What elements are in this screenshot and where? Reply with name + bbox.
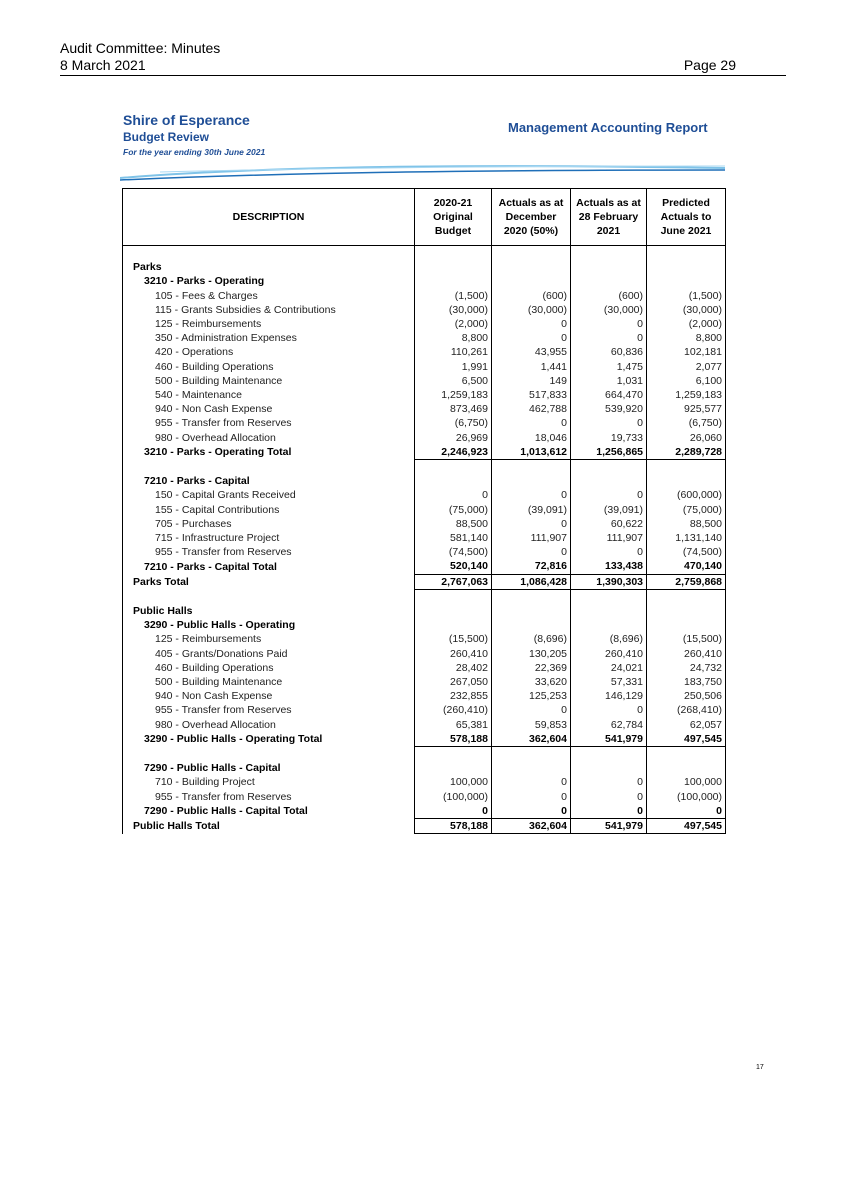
- row-actuals-february: 1,031: [571, 374, 647, 388]
- row-predicted: (2,000): [647, 317, 726, 331]
- row-original-budget: (30,000): [415, 303, 492, 317]
- row-description: 3210 - Parks - Operating: [123, 274, 415, 288]
- row-actuals-december: 0: [492, 331, 571, 345]
- row-actuals-december: (30,000): [492, 303, 571, 317]
- row-actuals-february: (30,000): [571, 303, 647, 317]
- col-original-budget: [415, 189, 492, 246]
- row-actuals-february: 60,622: [571, 517, 647, 531]
- row-predicted: (15,500): [647, 632, 726, 646]
- row-original-budget: [415, 246, 492, 261]
- row-predicted: 497,545: [647, 732, 726, 747]
- table-row: [123, 503, 726, 517]
- table-row: [123, 574, 726, 589]
- row-description: 7210 - Parks - Capital Total: [123, 559, 415, 574]
- table-row: [123, 289, 726, 303]
- col-actuals-february-line2: 28 February: [578, 211, 639, 223]
- row-actuals-december: 130,205: [492, 647, 571, 661]
- row-actuals-february: 0: [571, 545, 647, 559]
- row-actuals-december: 0: [492, 488, 571, 502]
- col-description: DESCRIPTION: [123, 189, 415, 246]
- col-actuals-december: [492, 189, 571, 246]
- row-description: 3210 - Parks - Operating Total: [123, 445, 415, 460]
- table-row: [123, 374, 726, 388]
- row-actuals-february: [571, 274, 647, 288]
- row-actuals-february: 0: [571, 331, 647, 345]
- row-actuals-february: [571, 460, 647, 475]
- row-actuals-february: 1,256,865: [571, 445, 647, 460]
- row-original-budget: 6,500: [415, 374, 492, 388]
- row-actuals-february: 0: [571, 775, 647, 789]
- table-row: [123, 559, 726, 574]
- row-original-budget: [415, 460, 492, 475]
- row-original-budget: 28,402: [415, 661, 492, 675]
- row-original-budget: [415, 618, 492, 632]
- row-predicted: 1,131,140: [647, 531, 726, 545]
- row-description: 500 - Building Maintenance: [123, 374, 415, 388]
- row-actuals-december: 33,620: [492, 675, 571, 689]
- row-predicted: 1,259,183: [647, 388, 726, 402]
- table-row: [123, 531, 726, 545]
- table-row: [123, 388, 726, 402]
- row-actuals-december: (39,091): [492, 503, 571, 517]
- row-original-budget: [415, 474, 492, 488]
- col-predicted-line2: Actuals to: [660, 211, 712, 223]
- table-row: [123, 761, 726, 775]
- row-predicted: [647, 246, 726, 261]
- row-actuals-december: (8,696): [492, 632, 571, 646]
- row-actuals-february: 0: [571, 804, 647, 819]
- row-description: 460 - Building Operations: [123, 360, 415, 374]
- row-actuals-december: [492, 761, 571, 775]
- row-original-budget: [415, 274, 492, 288]
- row-predicted: 260,410: [647, 647, 726, 661]
- row-predicted: 470,140: [647, 559, 726, 574]
- row-original-budget: 110,261: [415, 345, 492, 359]
- row-actuals-december: 517,833: [492, 388, 571, 402]
- table-row: [123, 732, 726, 747]
- row-actuals-december: 0: [492, 416, 571, 430]
- row-description: 7290 - Public Halls - Capital Total: [123, 804, 415, 819]
- row-description: 955 - Transfer from Reserves: [123, 790, 415, 804]
- table-row: [123, 661, 726, 675]
- row-description: 105 - Fees & Charges: [123, 289, 415, 303]
- row-predicted: [647, 618, 726, 632]
- col-actuals-december-line2: December: [505, 211, 557, 223]
- report-subtitle: Budget Review: [123, 130, 210, 144]
- table-row: [123, 345, 726, 359]
- row-actuals-december: 0: [492, 804, 571, 819]
- row-actuals-december: 111,907: [492, 531, 571, 545]
- row-actuals-december: [492, 260, 571, 274]
- row-predicted: 100,000: [647, 775, 726, 789]
- table-row: [123, 647, 726, 661]
- row-predicted: 6,100: [647, 374, 726, 388]
- row-actuals-february: 541,979: [571, 732, 647, 747]
- col-predicted-line3: June 2021: [660, 225, 712, 237]
- table-row: [123, 431, 726, 445]
- row-actuals-december: 149: [492, 374, 571, 388]
- row-description: 460 - Building Operations: [123, 661, 415, 675]
- row-original-budget: (6,750): [415, 416, 492, 430]
- row-actuals-february: 0: [571, 488, 647, 502]
- row-description: 350 - Administration Expenses: [123, 331, 415, 345]
- row-original-budget: 873,469: [415, 402, 492, 416]
- row-actuals-february: 1,475: [571, 360, 647, 374]
- row-predicted: [647, 761, 726, 775]
- row-original-budget: [415, 589, 492, 604]
- row-predicted: (1,500): [647, 289, 726, 303]
- row-actuals-february: [571, 761, 647, 775]
- table-row: [123, 790, 726, 804]
- row-original-budget: (74,500): [415, 545, 492, 559]
- row-original-budget: 2,767,063: [415, 574, 492, 589]
- row-predicted: (6,750): [647, 416, 726, 430]
- table-row: [123, 317, 726, 331]
- row-predicted: (75,000): [647, 503, 726, 517]
- table-row: [123, 331, 726, 345]
- row-actuals-february: 60,836: [571, 345, 647, 359]
- table-row: [123, 675, 726, 689]
- row-predicted: [647, 474, 726, 488]
- report-branding: [123, 112, 265, 158]
- row-predicted: 26,060: [647, 431, 726, 445]
- row-actuals-february: 0: [571, 703, 647, 717]
- row-description: [123, 460, 415, 475]
- row-actuals-december: 125,253: [492, 689, 571, 703]
- table-header-row: [123, 189, 726, 246]
- row-actuals-december: 59,853: [492, 718, 571, 732]
- row-actuals-december: 43,955: [492, 345, 571, 359]
- row-actuals-december: 362,604: [492, 732, 571, 747]
- row-description: 715 - Infrastructure Project: [123, 531, 415, 545]
- row-actuals-december: 0: [492, 317, 571, 331]
- row-description: 155 - Capital Contributions: [123, 503, 415, 517]
- row-description: 940 - Non Cash Expense: [123, 689, 415, 703]
- table-row: [123, 618, 726, 632]
- row-actuals-february: 664,470: [571, 388, 647, 402]
- footer-page-number: 17: [756, 1064, 764, 1071]
- header-divider: [60, 75, 786, 76]
- row-actuals-december: [492, 474, 571, 488]
- committee-title: Audit Committee: Minutes: [60, 40, 221, 56]
- row-original-budget: 8,800: [415, 331, 492, 345]
- row-actuals-december: 1,441: [492, 360, 571, 374]
- table-row: [123, 416, 726, 430]
- row-description: 710 - Building Project: [123, 775, 415, 789]
- row-description: 125 - Reimbursements: [123, 317, 415, 331]
- table-row: [123, 819, 726, 834]
- row-predicted: (268,410): [647, 703, 726, 717]
- row-original-budget: 26,969: [415, 431, 492, 445]
- row-actuals-december: [492, 618, 571, 632]
- row-actuals-february: 541,979: [571, 819, 647, 834]
- row-original-budget: 1,259,183: [415, 388, 492, 402]
- row-predicted: (100,000): [647, 790, 726, 804]
- col-predicted: [647, 189, 726, 246]
- row-actuals-december: [492, 246, 571, 261]
- row-predicted: 0: [647, 804, 726, 819]
- row-original-budget: (2,000): [415, 317, 492, 331]
- row-actuals-february: 146,129: [571, 689, 647, 703]
- row-predicted: [647, 260, 726, 274]
- row-predicted: [647, 604, 726, 618]
- row-predicted: [647, 460, 726, 475]
- row-predicted: 62,057: [647, 718, 726, 732]
- table-row: [123, 402, 726, 416]
- row-actuals-december: [492, 604, 571, 618]
- row-original-budget: 581,140: [415, 531, 492, 545]
- row-predicted: 2,759,868: [647, 574, 726, 589]
- row-original-budget: 260,410: [415, 647, 492, 661]
- table-row: [123, 775, 726, 789]
- row-original-budget: [415, 761, 492, 775]
- row-actuals-february: 24,021: [571, 661, 647, 675]
- row-actuals-february: [571, 618, 647, 632]
- row-original-budget: (100,000): [415, 790, 492, 804]
- row-actuals-december: 0: [492, 517, 571, 531]
- row-predicted: 497,545: [647, 819, 726, 834]
- row-description: 125 - Reimbursements: [123, 632, 415, 646]
- row-original-budget: (260,410): [415, 703, 492, 717]
- col-original-budget-line2: Original: [433, 211, 473, 223]
- row-actuals-february: (39,091): [571, 503, 647, 517]
- row-original-budget: (75,000): [415, 503, 492, 517]
- row-predicted: 925,577: [647, 402, 726, 416]
- col-actuals-february-line3: 2021: [596, 225, 621, 237]
- table-row: [123, 360, 726, 374]
- row-predicted: (30,000): [647, 303, 726, 317]
- row-predicted: [647, 589, 726, 604]
- row-original-budget: 65,381: [415, 718, 492, 732]
- row-description: [123, 747, 415, 762]
- row-actuals-february: 19,733: [571, 431, 647, 445]
- col-original-budget-line1: 2020-21: [433, 197, 473, 209]
- row-description: 955 - Transfer from Reserves: [123, 545, 415, 559]
- row-actuals-february: [571, 260, 647, 274]
- row-predicted: 88,500: [647, 517, 726, 531]
- row-actuals-december: 72,816: [492, 559, 571, 574]
- row-actuals-february: [571, 246, 647, 261]
- row-original-budget: 232,855: [415, 689, 492, 703]
- row-description: [123, 246, 415, 261]
- row-description: Public Halls: [123, 604, 415, 618]
- row-actuals-february: 57,331: [571, 675, 647, 689]
- row-original-budget: [415, 604, 492, 618]
- row-actuals-february: [571, 474, 647, 488]
- row-actuals-december: [492, 747, 571, 762]
- row-actuals-february: [571, 589, 647, 604]
- row-actuals-december: 362,604: [492, 819, 571, 834]
- row-description: 405 - Grants/Donations Paid: [123, 647, 415, 661]
- spacer-row: [123, 460, 726, 475]
- row-original-budget: 578,188: [415, 732, 492, 747]
- row-description: 3290 - Public Halls - Operating: [123, 618, 415, 632]
- row-actuals-december: [492, 589, 571, 604]
- row-actuals-december: 0: [492, 703, 571, 717]
- table-row: [123, 517, 726, 531]
- table-row: [123, 804, 726, 819]
- row-predicted: (74,500): [647, 545, 726, 559]
- report-title: Management Accounting Report: [508, 120, 708, 135]
- row-actuals-february: 1,390,303: [571, 574, 647, 589]
- row-description: 955 - Transfer from Reserves: [123, 703, 415, 717]
- row-actuals-february: 0: [571, 317, 647, 331]
- row-original-budget: 1,991: [415, 360, 492, 374]
- row-predicted: [647, 747, 726, 762]
- row-actuals-february: 0: [571, 416, 647, 430]
- row-description: 980 - Overhead Allocation: [123, 431, 415, 445]
- row-actuals-december: 18,046: [492, 431, 571, 445]
- row-original-budget: 0: [415, 488, 492, 502]
- col-original-budget-line3: Budget: [434, 225, 472, 237]
- row-actuals-december: 1,086,428: [492, 574, 571, 589]
- row-description: 540 - Maintenance: [123, 388, 415, 402]
- row-original-budget: (15,500): [415, 632, 492, 646]
- row-description: 980 - Overhead Allocation: [123, 718, 415, 732]
- row-original-budget: 520,140: [415, 559, 492, 574]
- row-actuals-december: 462,788: [492, 402, 571, 416]
- row-actuals-december: 0: [492, 775, 571, 789]
- row-description: Parks: [123, 260, 415, 274]
- row-original-budget: [415, 260, 492, 274]
- swoosh-decoration: [120, 160, 728, 182]
- col-actuals-december-line3: 2020 (50%): [503, 225, 559, 237]
- row-predicted: 183,750: [647, 675, 726, 689]
- row-description: 955 - Transfer from Reserves: [123, 416, 415, 430]
- row-original-budget: (1,500): [415, 289, 492, 303]
- row-actuals-february: 539,920: [571, 402, 647, 416]
- table-row: [123, 545, 726, 559]
- row-description: [123, 589, 415, 604]
- row-predicted: 2,077: [647, 360, 726, 374]
- spacer-row: [123, 246, 726, 261]
- row-original-budget: 578,188: [415, 819, 492, 834]
- row-description: 705 - Purchases: [123, 517, 415, 531]
- row-predicted: (600,000): [647, 488, 726, 502]
- table-row: [123, 689, 726, 703]
- col-predicted-line1: Predicted: [662, 197, 710, 209]
- meeting-date: 8 March 2021: [60, 57, 146, 73]
- row-actuals-december: 0: [492, 545, 571, 559]
- row-description: Public Halls Total: [123, 819, 415, 834]
- row-description: 420 - Operations: [123, 345, 415, 359]
- table-row: [123, 303, 726, 317]
- row-actuals-february: 0: [571, 790, 647, 804]
- row-actuals-february: 111,907: [571, 531, 647, 545]
- table-row: [123, 632, 726, 646]
- row-original-budget: 2,246,923: [415, 445, 492, 460]
- table-row: [123, 445, 726, 460]
- row-description: 3290 - Public Halls - Operating Total: [123, 732, 415, 747]
- row-original-budget: 100,000: [415, 775, 492, 789]
- budget-review-table: [122, 188, 725, 834]
- row-original-budget: 88,500: [415, 517, 492, 531]
- row-original-budget: 0: [415, 804, 492, 819]
- row-predicted: [647, 274, 726, 288]
- table-row: [123, 260, 726, 274]
- spacer-row: [123, 747, 726, 762]
- report-period: For the year ending 30th June 2021: [123, 147, 266, 157]
- table-row: [123, 718, 726, 732]
- row-description: 115 - Grants Subsidies & Contributions: [123, 303, 415, 317]
- row-actuals-december: [492, 460, 571, 475]
- table-row: [123, 703, 726, 717]
- row-predicted: 24,732: [647, 661, 726, 675]
- row-actuals-february: [571, 604, 647, 618]
- row-actuals-february: (8,696): [571, 632, 647, 646]
- document-header: [60, 40, 220, 74]
- row-actuals-december: [492, 274, 571, 288]
- col-actuals-february: [571, 189, 647, 246]
- table-row: [123, 474, 726, 488]
- row-predicted: 2,289,728: [647, 445, 726, 460]
- row-actuals-february: 62,784: [571, 718, 647, 732]
- table-row: [123, 274, 726, 288]
- row-predicted: 250,506: [647, 689, 726, 703]
- row-actuals-december: 22,369: [492, 661, 571, 675]
- row-predicted: 8,800: [647, 331, 726, 345]
- spacer-row: [123, 589, 726, 604]
- row-description: 7290 - Public Halls - Capital: [123, 761, 415, 775]
- row-original-budget: [415, 747, 492, 762]
- row-predicted: 102,181: [647, 345, 726, 359]
- row-actuals-february: (600): [571, 289, 647, 303]
- row-actuals-december: 0: [492, 790, 571, 804]
- page-label: Page 29: [683, 57, 736, 73]
- row-actuals-december: (600): [492, 289, 571, 303]
- row-description: 150 - Capital Grants Received: [123, 488, 415, 502]
- row-actuals-february: 260,410: [571, 647, 647, 661]
- row-actuals-february: [571, 747, 647, 762]
- col-actuals-february-line1: Actuals as at: [576, 197, 641, 209]
- row-original-budget: 267,050: [415, 675, 492, 689]
- table-body: [123, 246, 726, 834]
- row-description: 7210 - Parks - Capital: [123, 474, 415, 488]
- row-description: 500 - Building Maintenance: [123, 675, 415, 689]
- col-actuals-december-line1: Actuals as at: [498, 197, 564, 209]
- row-description: 940 - Non Cash Expense: [123, 402, 415, 416]
- row-description: Parks Total: [123, 574, 415, 589]
- budget-table: [122, 188, 726, 834]
- table-row: [123, 488, 726, 502]
- row-actuals-february: 133,438: [571, 559, 647, 574]
- table-row: [123, 604, 726, 618]
- organisation-name: Shire of Esperance: [123, 112, 250, 128]
- row-actuals-december: 1,013,612: [492, 445, 571, 460]
